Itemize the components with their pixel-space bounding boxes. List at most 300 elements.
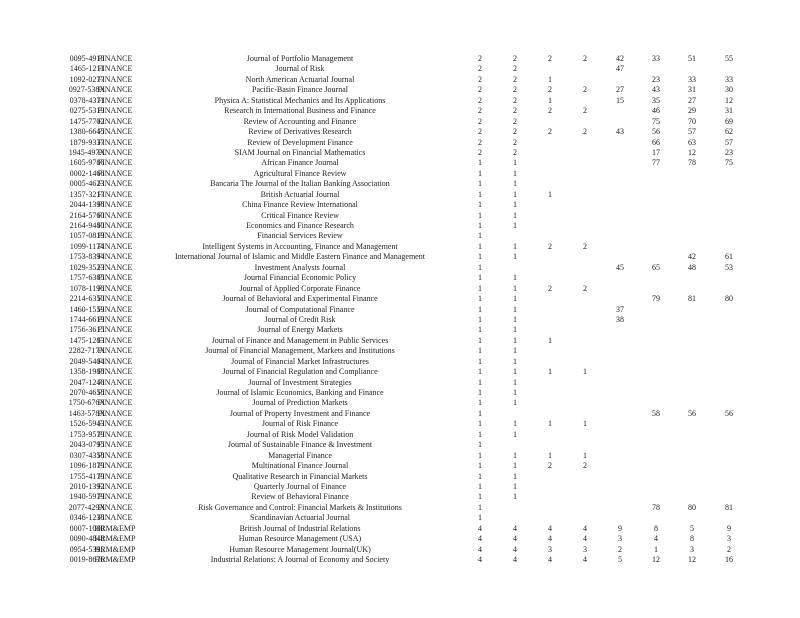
value-cell-6: 43 — [652, 85, 660, 95]
issn-cell: 1750-676X — [68, 398, 106, 408]
value-cell-2: 1 — [513, 210, 517, 220]
value-cell-2: 1 — [513, 377, 517, 387]
field-category-cell: FINANCE — [97, 54, 133, 63]
journal-title-cell: Managerial Finance — [268, 450, 332, 460]
journal-title-cell: Journal of Sustainable Finance & Investment — [227, 440, 373, 450]
value-cell-2: 4 — [513, 523, 517, 533]
value-cell-1: 1 — [478, 419, 482, 429]
value-cell-1: 1 — [478, 325, 482, 335]
field-category-cell: FINANCE — [97, 231, 133, 241]
value-cell-5: 42 — [616, 54, 624, 63]
table-row — [0, 242, 800, 252]
value-cell-1: 2 — [478, 54, 482, 63]
value-cell-6: 35 — [652, 95, 660, 105]
value-cell-8: 69 — [725, 116, 733, 126]
value-cell-8: 53 — [725, 262, 733, 272]
value-cell-1: 2 — [478, 127, 482, 137]
value-cell-3: 4 — [548, 555, 552, 564]
value-cell-6: 23 — [652, 74, 660, 84]
issn-cell: 2164-9480 — [69, 221, 105, 230]
journal-title-cell: Journal of Financial Regulation and Compliance — [222, 367, 378, 377]
issn-cell: 1753-8394 — [69, 252, 105, 262]
value-cell-1: 1 — [478, 367, 482, 377]
journal-title-cell: Journal of Credit Risk — [264, 314, 336, 324]
table-row — [0, 503, 800, 513]
journal-title-cell: Critical Finance Review — [261, 210, 339, 220]
issn-cell: 0095-4918 — [69, 54, 105, 63]
table-row — [0, 367, 800, 377]
value-cell-7: 27 — [688, 95, 696, 105]
value-cell-2: 1 — [513, 325, 517, 335]
journal-title-cell: Journal of Energy Markets — [257, 325, 343, 335]
field-category-cell: HRM&EMP — [94, 534, 136, 544]
issn-cell: 0307-4358 — [69, 450, 105, 460]
value-cell-2: 2 — [513, 106, 517, 116]
field-category-cell: FINANCE — [97, 325, 133, 335]
value-cell-5: 15 — [616, 95, 624, 105]
journal-title-cell: British Actuarial Journal — [260, 189, 340, 199]
table-row — [0, 409, 800, 419]
issn-cell: 1940-5979 — [69, 492, 105, 502]
value-cell-8: 12 — [725, 95, 733, 105]
value-cell-1: 1 — [478, 481, 482, 491]
table-row — [0, 127, 800, 137]
value-cell-7: 12 — [688, 555, 696, 564]
value-cell-2: 1 — [513, 356, 517, 366]
value-cell-1: 1 — [478, 179, 482, 189]
field-category-cell: FINANCE — [97, 356, 133, 366]
issn-cell: 0346-1238 — [69, 513, 105, 523]
value-cell-8: 16 — [725, 555, 733, 564]
issn-cell: 1057-0819 — [69, 231, 105, 241]
table-row — [0, 378, 800, 388]
table-row — [0, 419, 800, 429]
field-category-cell: FINANCE — [97, 492, 133, 502]
issn-cell: 0275-5319 — [69, 106, 105, 116]
journal-title-cell: Review of Derivatives Research — [248, 127, 352, 137]
value-cell-6: 33 — [652, 54, 660, 63]
journal-title-cell: Bancaria The Journal of the Italian Banking Association — [210, 179, 390, 189]
table-row — [0, 190, 800, 200]
journal-title-cell: Human Resource Management (USA) — [238, 534, 362, 544]
journal-title-cell: Review of Development Finance — [247, 137, 353, 147]
value-cell-5: 2 — [618, 544, 622, 554]
value-cell-3: 1 — [548, 335, 552, 345]
value-cell-6: 79 — [652, 294, 660, 304]
table-row — [0, 85, 800, 95]
value-cell-8: 33 — [725, 74, 733, 84]
issn-cell: 1945-497X — [68, 147, 106, 157]
journal-title-cell: Journal of Investment Strategies — [248, 377, 352, 387]
value-cell-2: 1 — [513, 450, 517, 460]
issn-cell: 0005-4623 — [69, 179, 105, 189]
journal-title-cell: Intelligent Systems in Accounting, Finance and Management — [202, 241, 398, 251]
field-category-cell: FINANCE — [97, 127, 133, 137]
table-row — [0, 388, 800, 398]
value-cell-5: 47 — [616, 64, 624, 74]
issn-cell: 1475-7702 — [69, 116, 105, 126]
field-category-cell: FINANCE — [97, 189, 133, 199]
value-cell-1: 1 — [478, 262, 482, 272]
table-row — [0, 524, 800, 534]
field-category-cell: FINANCE — [97, 64, 133, 74]
value-cell-7: 31 — [688, 85, 696, 95]
value-cell-2: 1 — [513, 492, 517, 502]
issn-cell: 1096-1879 — [69, 461, 105, 471]
field-category-cell: FINANCE — [97, 429, 133, 439]
field-category-cell: FINANCE — [97, 367, 133, 377]
field-category-cell: FINANCE — [97, 502, 133, 512]
journal-title-cell: Quarterly Journal of Finance — [253, 481, 347, 491]
value-cell-1: 1 — [478, 440, 482, 450]
value-cell-8: 9 — [727, 523, 731, 533]
value-cell-1: 4 — [478, 523, 482, 533]
value-cell-1: 2 — [478, 85, 482, 95]
journal-title-cell: Journal of Property Investment and Finance — [229, 408, 371, 418]
value-cell-6: 8 — [654, 523, 658, 533]
field-category-cell: HRM&EMP — [94, 555, 136, 564]
value-cell-2: 1 — [513, 388, 517, 397]
issn-cell: 2043-0795 — [69, 440, 105, 450]
journal-title-cell: Journal of Behavioral and Experimental Finance — [222, 294, 378, 304]
value-cell-3: 4 — [548, 523, 552, 533]
value-cell-3: 1 — [548, 419, 552, 429]
issn-cell: 1380-6645 — [69, 127, 105, 137]
table-row — [0, 106, 800, 116]
issn-cell: 1757-6385 — [69, 273, 105, 283]
value-cell-1: 1 — [478, 492, 482, 502]
value-cell-4: 3 — [583, 544, 587, 554]
journal-title-cell: North American Actuarial Journal — [245, 74, 355, 84]
value-cell-2: 2 — [513, 74, 517, 84]
issn-cell: 1753-9579 — [69, 429, 105, 439]
field-category-cell: FINANCE — [97, 471, 133, 481]
value-cell-1: 1 — [478, 168, 482, 178]
journal-title-cell: Pacific-Basin Finance Journal — [252, 85, 348, 95]
value-cell-5: 45 — [616, 262, 624, 272]
issn-cell: 0090-4848 — [69, 534, 105, 544]
value-cell-7: 5 — [690, 523, 694, 533]
field-category-cell: FINANCE — [97, 106, 133, 116]
table-row — [0, 169, 800, 179]
value-cell-6: 65 — [652, 262, 660, 272]
value-cell-2: 1 — [513, 221, 517, 230]
table-row — [0, 273, 800, 283]
field-category-cell: FINANCE — [97, 335, 133, 345]
value-cell-3: 2 — [548, 283, 552, 293]
field-category-cell: FINANCE — [97, 440, 133, 450]
value-cell-1: 1 — [478, 221, 482, 230]
issn-cell: 1460-1559 — [69, 304, 105, 314]
table-row — [0, 472, 800, 482]
journal-title-cell: SIAM Journal on Financial Mathematics — [234, 147, 366, 157]
value-cell-3: 4 — [548, 534, 552, 544]
value-cell-3: 1 — [548, 367, 552, 377]
field-category-cell: FINANCE — [97, 388, 133, 397]
field-category-cell: FINANCE — [97, 304, 133, 314]
value-cell-3: 2 — [548, 127, 552, 137]
journal-title-cell: Journal of Risk Model Validation — [246, 429, 354, 439]
field-category-cell: FINANCE — [97, 377, 133, 387]
field-category-cell: FINANCE — [97, 252, 133, 262]
value-cell-2: 1 — [513, 252, 517, 262]
table-row — [0, 357, 800, 367]
journal-title-cell: Journal of Prediction Markets — [252, 398, 348, 408]
value-cell-1: 1 — [478, 408, 482, 418]
journal-title-cell: Review of Accounting and Finance — [243, 116, 357, 126]
field-category-cell: FINANCE — [97, 314, 133, 324]
value-cell-4: 4 — [583, 534, 587, 544]
value-cell-6: 78 — [652, 502, 660, 512]
value-cell-2: 2 — [513, 137, 517, 147]
value-cell-2: 2 — [513, 127, 517, 137]
value-cell-8: 75 — [725, 158, 733, 168]
value-cell-5: 38 — [616, 314, 624, 324]
journal-title-cell: African Finance Journal — [261, 158, 339, 168]
value-cell-1: 1 — [478, 241, 482, 251]
journal-title-cell: Physica A: Statistical Mechanics and Its Applications — [214, 95, 386, 105]
value-cell-1: 1 — [478, 231, 482, 241]
journal-title-cell: Scandinavian Actuarial Journal — [250, 513, 350, 523]
value-cell-4: 2 — [583, 85, 587, 95]
value-cell-5: 9 — [618, 523, 622, 533]
journal-title-cell: Research in International Business and Finance — [224, 106, 376, 116]
table-row — [0, 513, 800, 523]
value-cell-1: 1 — [478, 450, 482, 460]
value-cell-4: 2 — [583, 461, 587, 471]
value-cell-3: 2 — [548, 461, 552, 471]
field-category-cell: FINANCE — [97, 283, 133, 293]
issn-cell: 2049-5404 — [69, 356, 105, 366]
value-cell-1: 1 — [478, 200, 482, 210]
table-row — [0, 315, 800, 325]
table-row — [0, 325, 800, 335]
value-cell-1: 1 — [478, 471, 482, 481]
journal-title-cell: Journal of Finance and Management in Public Services — [211, 335, 389, 345]
journal-title-cell: Journal of Applied Corporate Finance — [239, 283, 361, 293]
issn-cell: 0002-1466 — [69, 168, 105, 178]
field-category-cell: FINANCE — [97, 74, 133, 84]
table-row — [0, 482, 800, 492]
table-row — [0, 346, 800, 356]
value-cell-1: 1 — [478, 158, 482, 168]
value-cell-2: 2 — [513, 64, 517, 74]
value-cell-1: 1 — [478, 314, 482, 324]
journal-title-cell: China Finance Review International — [242, 200, 358, 210]
value-cell-3: 1 — [548, 95, 552, 105]
issn-cell: 1029-3523 — [69, 262, 105, 272]
value-cell-8: 2 — [727, 544, 731, 554]
issn-cell: 0019-8676 — [69, 555, 105, 564]
table-row — [0, 211, 800, 221]
field-category-cell: FINANCE — [97, 241, 133, 251]
value-cell-6: 77 — [652, 158, 660, 168]
table-row — [0, 284, 800, 294]
value-cell-7: 56 — [688, 408, 696, 418]
value-cell-2: 2 — [513, 116, 517, 126]
field-category-cell: FINANCE — [97, 513, 133, 523]
table-row — [0, 96, 800, 106]
value-cell-8: 61 — [725, 252, 733, 262]
field-category-cell: FINANCE — [97, 147, 133, 157]
table-row — [0, 555, 800, 565]
table-row — [0, 336, 800, 346]
journal-title-cell: International Journal of Islamic and Middle Eastern Finance and Management — [175, 252, 425, 262]
value-cell-6: 66 — [652, 137, 660, 147]
value-cell-2: 1 — [513, 429, 517, 439]
value-cell-6: 12 — [652, 555, 660, 564]
value-cell-3: 2 — [548, 85, 552, 95]
issn-cell: 1744-6619 — [69, 314, 105, 324]
table-row — [0, 54, 800, 64]
field-category-cell: FINANCE — [97, 168, 133, 178]
table-row — [0, 545, 800, 555]
table-row — [0, 398, 800, 408]
value-cell-1: 1 — [478, 189, 482, 199]
issn-cell: 0378-4371 — [69, 95, 105, 105]
value-cell-1: 2 — [478, 64, 482, 74]
field-category-cell: FINANCE — [97, 116, 133, 126]
issn-cell: 0954-5395 — [69, 544, 105, 554]
issn-cell: 1463-578X — [68, 408, 106, 418]
issn-cell: 2010-1392 — [69, 481, 105, 491]
value-cell-8: 3 — [727, 534, 731, 544]
journal-title-cell: Journal of Risk Finance — [261, 419, 339, 429]
journal-title-cell: Economics and Finance Research — [246, 221, 354, 230]
field-category-cell: FINANCE — [97, 294, 133, 304]
value-cell-7: 63 — [688, 137, 696, 147]
issn-cell: 1526-5943 — [69, 419, 105, 429]
table-row — [0, 252, 800, 262]
table-row — [0, 492, 800, 502]
issn-cell: 1755-4179 — [69, 471, 105, 481]
value-cell-6: 58 — [652, 408, 660, 418]
table-row — [0, 64, 800, 74]
value-cell-1: 2 — [478, 137, 482, 147]
table-row — [0, 440, 800, 450]
value-cell-2: 1 — [513, 283, 517, 293]
value-cell-4: 2 — [583, 283, 587, 293]
journal-title-cell: Multinational Finance Journal — [251, 461, 349, 471]
value-cell-2: 2 — [513, 85, 517, 95]
field-category-cell: FINANCE — [97, 419, 133, 429]
value-cell-4: 1 — [583, 419, 587, 429]
issn-cell: 2164-5760 — [69, 210, 105, 220]
value-cell-6: 75 — [652, 116, 660, 126]
value-cell-2: 1 — [513, 346, 517, 356]
value-cell-2: 4 — [513, 555, 517, 564]
field-category-cell: FINANCE — [97, 200, 133, 210]
journal-title-cell: Risk Governance and Control: Financial Markets & Institutions — [198, 502, 402, 512]
issn-cell: 0927-538X — [68, 85, 106, 95]
value-cell-3: 2 — [548, 241, 552, 251]
value-cell-2: 4 — [513, 534, 517, 544]
value-cell-1: 2 — [478, 116, 482, 126]
issn-cell: 1078-1196 — [69, 283, 105, 293]
value-cell-1: 1 — [478, 461, 482, 471]
issn-cell: 2214-6350 — [69, 294, 105, 304]
table-row — [0, 263, 800, 273]
value-cell-4: 1 — [583, 450, 587, 460]
value-cell-1: 1 — [478, 429, 482, 439]
issn-cell: 1475-1283 — [69, 335, 105, 345]
table-row — [0, 305, 800, 315]
value-cell-1: 2 — [478, 74, 482, 84]
field-category-cell: FINANCE — [97, 273, 133, 283]
value-cell-4: 1 — [583, 367, 587, 377]
journal-title-cell: Journal of Risk — [275, 64, 325, 74]
field-category-cell: FINANCE — [97, 210, 133, 220]
value-cell-3: 1 — [548, 189, 552, 199]
value-cell-8: 80 — [725, 294, 733, 304]
value-cell-1: 1 — [478, 356, 482, 366]
field-category-cell: FINANCE — [97, 346, 133, 356]
value-cell-3: 2 — [548, 106, 552, 116]
value-cell-1: 1 — [478, 346, 482, 356]
value-cell-1: 4 — [478, 555, 482, 564]
value-cell-8: 30 — [725, 85, 733, 95]
value-cell-7: 51 — [688, 54, 696, 63]
value-cell-2: 1 — [513, 200, 517, 210]
table-row — [0, 451, 800, 461]
value-cell-1: 1 — [478, 502, 482, 512]
value-cell-1: 1 — [478, 304, 482, 314]
value-cell-4: 2 — [583, 127, 587, 137]
table-row — [0, 534, 800, 544]
issn-cell: 1605-9786 — [69, 158, 105, 168]
value-cell-5: 27 — [616, 85, 624, 95]
field-category-cell: FINANCE — [97, 179, 133, 189]
value-cell-2: 2 — [513, 95, 517, 105]
value-cell-2: 1 — [513, 294, 517, 304]
table-row — [0, 75, 800, 85]
issn-cell: 1357-3217 — [69, 189, 105, 199]
journal-title-cell: Investment Analysts Journal — [254, 262, 346, 272]
value-cell-4: 4 — [583, 555, 587, 564]
value-cell-1: 1 — [478, 294, 482, 304]
value-cell-3: 2 — [548, 54, 552, 63]
field-category-cell: FINANCE — [97, 461, 133, 471]
value-cell-7: 57 — [688, 127, 696, 137]
value-cell-4: 4 — [583, 523, 587, 533]
issn-cell: 0007-1080 — [69, 523, 105, 533]
value-cell-1: 1 — [478, 335, 482, 345]
table-row — [0, 148, 800, 158]
value-cell-2: 4 — [513, 544, 517, 554]
value-cell-2: 1 — [513, 273, 517, 283]
value-cell-7: 8 — [690, 534, 694, 544]
value-cell-2: 1 — [513, 189, 517, 199]
value-cell-7: 42 — [688, 252, 696, 262]
value-cell-1: 1 — [478, 377, 482, 387]
value-cell-6: 4 — [654, 534, 658, 544]
value-cell-8: 31 — [725, 106, 733, 116]
value-cell-8: 55 — [725, 54, 733, 63]
table-row — [0, 179, 800, 189]
journal-title-cell: Qualitative Research in Financial Markets — [232, 471, 368, 481]
value-cell-8: 57 — [725, 137, 733, 147]
value-cell-1: 4 — [478, 544, 482, 554]
table-row — [0, 294, 800, 304]
value-cell-8: 81 — [725, 502, 733, 512]
value-cell-4: 2 — [583, 241, 587, 251]
value-cell-1: 2 — [478, 147, 482, 157]
journal-title-cell: Human Resource Management Journal(UK) — [229, 544, 371, 554]
value-cell-1: 2 — [478, 95, 482, 105]
issn-cell: 2044-1398 — [69, 200, 105, 210]
journal-title-cell: Financial Services Review — [257, 231, 343, 241]
value-cell-7: 80 — [688, 502, 696, 512]
